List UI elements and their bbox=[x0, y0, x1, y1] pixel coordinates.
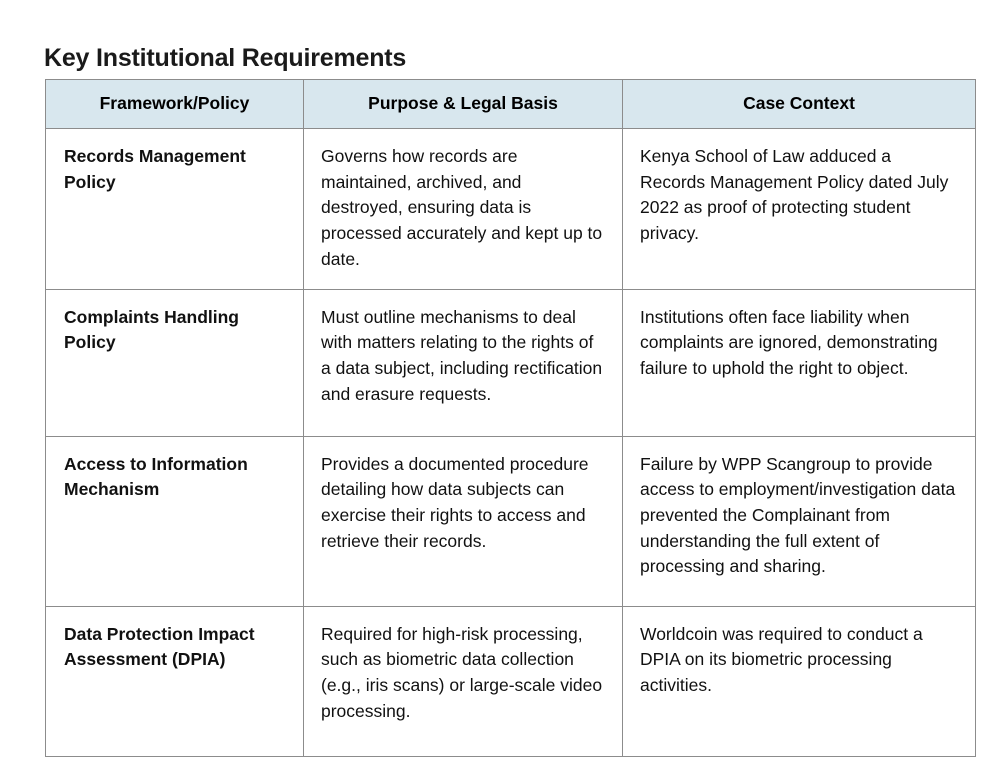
cell-purpose: Required for high-risk processing, such as biometric data collection (e.g., iris scans) or large-scale video processing. bbox=[304, 606, 623, 756]
cell-framework: Access to Information Mechanism bbox=[46, 436, 304, 606]
cell-case-context: Failure by WPP Scangroup to provide access to employment/investigation data prevented the Complainant from understanding the full extent of processing and sharing. bbox=[623, 436, 976, 606]
table-header bbox=[46, 80, 976, 129]
table-header-row bbox=[46, 80, 976, 129]
column-header-framework: Framework/Policy bbox=[46, 80, 304, 129]
table-row bbox=[46, 436, 976, 606]
table-row bbox=[46, 606, 976, 756]
cell-case-context: Institutions often face liability when complaints are ignored, demonstrating failure to uphold the right to object. bbox=[623, 289, 976, 436]
cell-case-context: Kenya School of Law adduced a Records Management Policy dated July 2022 as proof of protecting student privacy. bbox=[623, 129, 976, 290]
cell-purpose: Governs how records are maintained, archived, and destroyed, ensuring data is processed accurately and kept up to date. bbox=[304, 129, 623, 290]
table-row bbox=[46, 289, 976, 436]
table-body bbox=[46, 129, 976, 757]
column-header-case-context: Case Context bbox=[623, 80, 976, 129]
cell-framework: Complaints Handling Policy bbox=[46, 289, 304, 436]
cell-case-context: Worldcoin was required to conduct a DPIA on its biometric processing activities. bbox=[623, 606, 976, 756]
cell-purpose: Must outline mechanisms to deal with matters relating to the rights of a data subject, including rectification and erasure requests. bbox=[304, 289, 623, 436]
column-header-purpose: Purpose & Legal Basis bbox=[304, 80, 623, 129]
institutional-requirements-table bbox=[45, 79, 976, 757]
cell-purpose: Provides a documented procedure detailing how data subjects can exercise their rights to access and retrieve their records. bbox=[304, 436, 623, 606]
cell-framework: Data Protection Impact Assessment (DPIA) bbox=[46, 606, 304, 756]
page-title: Key Institutional Requirements bbox=[44, 43, 407, 72]
table-row bbox=[46, 129, 976, 290]
cell-framework: Records Management Policy bbox=[46, 129, 304, 290]
